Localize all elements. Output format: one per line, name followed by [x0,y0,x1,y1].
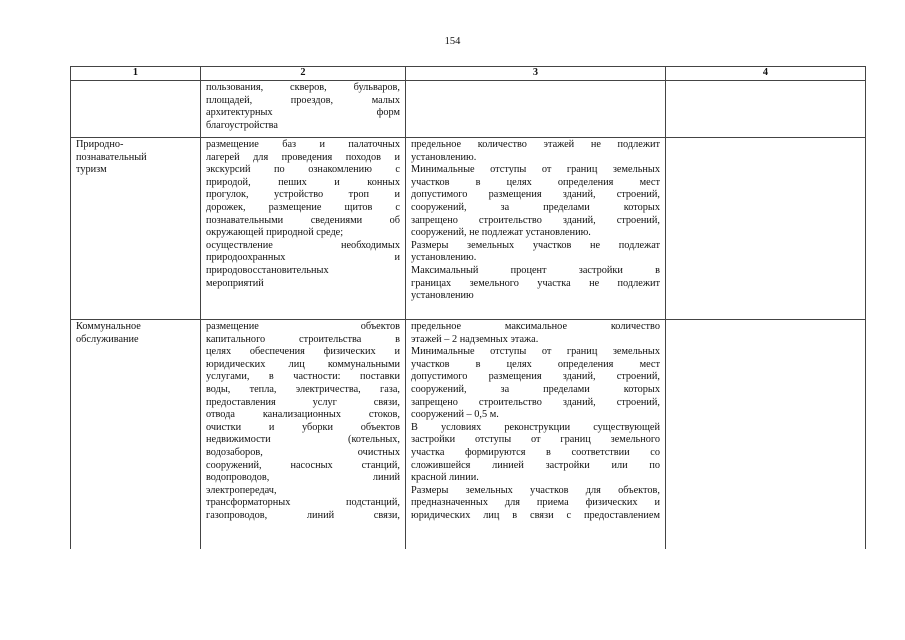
cell-line: допустимого размещения зданий, строений, [411,371,660,383]
page-number: 154 [444,36,461,47]
cell-line: Минимальные отступы от границ земельных [411,346,660,358]
cell-line: услугами, в частности: поставки [206,371,400,383]
table-cell [406,138,666,320]
cell-line: запрещено строительство зданий, строений, [411,214,660,226]
table-row [71,81,866,138]
cell-line: природой, пеших и конных [206,176,400,188]
table-cell [406,81,666,138]
header-cell: 1 [71,67,201,81]
cell-line: осуществление необходимых [206,239,400,251]
cell-line: недвижимости (котельных, [206,434,400,446]
cell-line: установлению [411,290,474,302]
cell-line: прогулок, устройство троп и [206,189,400,201]
cell-line: границах земельного участка не подлежит [411,277,660,289]
header-cell: 2 [201,67,406,81]
cell-line: этажей – 2 надземных этажа. [411,333,539,345]
cell-line: окружающей природной среде; [206,227,344,239]
cell-line: отвода канализационных стоков, [206,409,400,421]
cell-line: туризм [76,164,107,176]
cell-line: водопроводов, линий [206,472,400,484]
table-row [71,320,866,550]
cell-line: Природно- [76,139,124,150]
table-cell [71,81,201,138]
cell-line: мероприятий [206,277,264,289]
cell-line: Максимальный процент застройки в [411,264,660,276]
cell-line: юридических лиц в связи с предоставлением [411,509,660,521]
cell-line: сложившейся линией застройки или по [411,459,660,471]
cell-line: предоставления услуг связи, [206,396,400,408]
header-cell: 3 [406,67,666,81]
cell-line: установлению. [411,151,477,163]
cell-line: познавательными сведениями об [206,214,400,226]
header-cell: 4 [666,67,866,81]
cell-line: экскурсий по ознакомлению с [206,164,400,176]
table-cell [666,138,866,320]
cell-line: целях обеспечения физических и [206,346,400,358]
cell-line: дорожек, размещение щитов с [206,201,400,213]
cell-line: пользования, скверов, бульваров, [206,82,400,93]
cell-line: запрещено строительство зданий, строений, [411,396,660,408]
cell-line: капитального строительства в [206,333,400,345]
table-cell [201,81,406,138]
cell-line: Минимальные отступы от границ земельных [411,164,660,176]
cell-line: размещение объектов [206,321,400,332]
table-cell [666,81,866,138]
cell-line: застройки отступы от границ земельного [411,434,660,446]
cell-line: газопроводов, линий связи, [206,509,400,521]
cell-line: Коммунальное [76,321,141,332]
cell-line: сооружений, за пределами которых [411,201,660,213]
cell-line: электропередач, [206,484,277,496]
cell-line: сооружений, за пределами которых [411,383,660,395]
cell-line: участков в целях определения мест [411,176,660,188]
cell-line: предельное максимальное количество [411,321,660,332]
cell-line: благоустройства [206,119,278,131]
cell-line: Размеры земельных участков не подлежат [411,239,660,251]
table-cell [406,320,666,550]
cell-line: участков в целях определения мест [411,358,660,370]
table-cell [201,320,406,550]
cell-line: участка формируются в соответствии со [411,446,660,458]
cell-line: установлению. [411,252,477,264]
cell-line: архитектурных форм [206,107,400,119]
table-cell [71,138,201,320]
cell-line: лагерей для проведения походов и [206,151,400,163]
cell-line: сооружений, насосных станций, [206,459,400,471]
table-cell [666,320,866,550]
cell-line: сооружений – 0,5 м. [411,409,499,421]
cell-line: предельное количество этажей не подлежит [411,139,660,150]
cell-line: очистки и уборки объектов [206,421,400,433]
cell-line: водозаборов, очистных [206,446,400,458]
cell-line: размещение баз и палаточных [206,139,400,150]
cell-line: воды, тепла, электричества, газа, [206,383,400,395]
cell-line: допустимого размещения зданий, строений, [411,189,660,201]
cell-line: сооружений, не подлежат установлению. [411,227,591,239]
cell-line: площадей, проездов, малых [206,94,400,106]
cell-line: В условиях реконструкции существующей [411,421,660,433]
cell-line: Размеры земельных участков для объектов, [411,484,660,496]
cell-line: трансформаторных подстанций, [206,497,400,509]
cell-line: природовосстановительных [206,264,329,276]
cell-line: познавательный [76,151,147,163]
cell-line: природоохранных и [206,252,400,264]
document-table [70,66,866,549]
cell-line: обслуживание [76,333,139,345]
header-row [71,67,866,81]
table-cell [201,138,406,320]
cell-line: предназначенных для приема физических и [411,497,660,509]
table-row [71,138,866,320]
cell-line: юридических лиц коммунальными [206,358,400,370]
cell-line: красной линии. [411,472,479,484]
table-cell [71,320,201,550]
